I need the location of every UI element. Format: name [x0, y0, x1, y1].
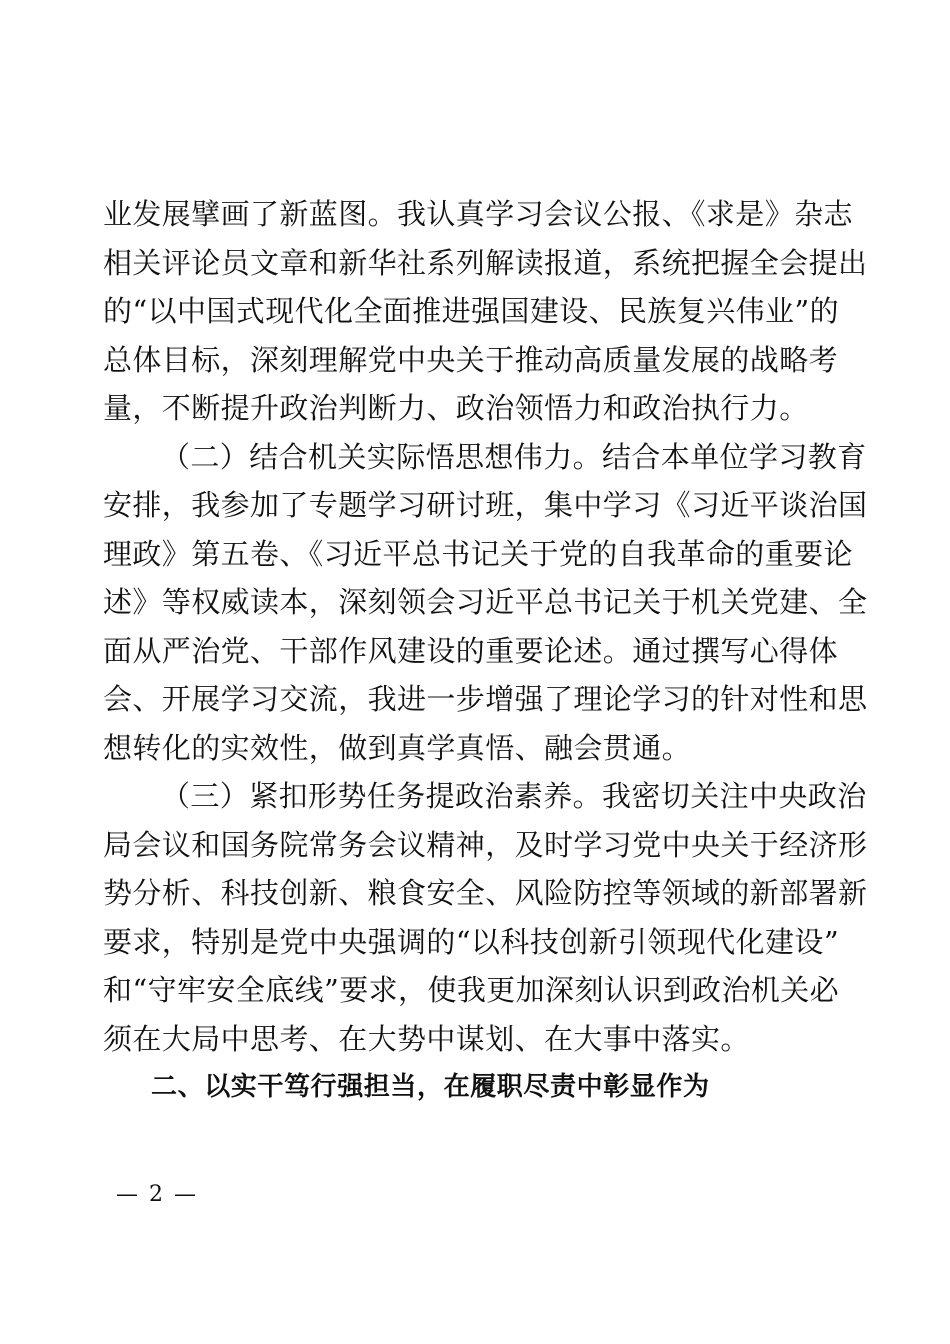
text-line: 安排，我参加了专题学习研讨班，集中学习《习近平谈治国 — [103, 488, 868, 522]
page-number: — 2 — — [116, 1182, 198, 1207]
text-line: 局会议和国务院常务会议精神，及时学习党中央关于经济形 — [103, 827, 868, 862]
text-line: 量，不断提升政治判断力、政治领悟力和政治执行力。 — [103, 391, 809, 425]
text-line: 想转化的实效性，做到真学真悟、融会贯通。 — [103, 730, 692, 765]
text-line: 势分析、科技创新、粮食安全、风险防控等领域的新部署新 — [103, 876, 868, 910]
text-line: 面从严治党、干部作风建设的重要论述。通过撰写心得体 — [103, 633, 839, 668]
text-line: 述》等权威读本，深刻领会习近平总书记关于机关党建、全 — [103, 585, 868, 619]
text-line: 业发展擘画了新蓝图。我认真学习会议公报、《求是》杂志 — [103, 197, 853, 231]
paragraph-start-line: （二）结合机关实际悟思想伟力。结合本单位学习教育 — [161, 439, 867, 474]
text-line: 总体目标，深刻理解党中央关于推动高质量发展的战略考 — [103, 342, 839, 377]
text-line: 的“以中国式现代化全面推进强国建设、民族复兴伟业”的 — [103, 294, 840, 328]
text-line: 要求，特别是党中央强调的“以科技创新引领现代化建设” — [103, 924, 840, 959]
section-heading: 二、以实干笃行强担当，在履职尽责中彰显作为 — [151, 1072, 710, 1102]
paragraph-start-line: （三）紧扣形势任务提政治素养。我密切关注中央政治 — [161, 779, 867, 813]
text-line: 理政》第五卷、《习近平总书记关于党的自我革命的重要论 — [103, 536, 853, 571]
body-text — [103, 190, 868, 1112]
text-line: 会、开展学习交流，我进一步增强了理论学习的针对性和思 — [103, 682, 868, 716]
text-line: 相关评论员文章和新华社系列解读报道，系统把握全会提出 — [103, 245, 868, 280]
text-line: 须在大局中思考、在大势中谋划、在大事中落实。 — [103, 1021, 750, 1056]
text-line: 和“守牢安全底线”要求，使我更加深刻认识到政治机关必 — [103, 973, 840, 1007]
